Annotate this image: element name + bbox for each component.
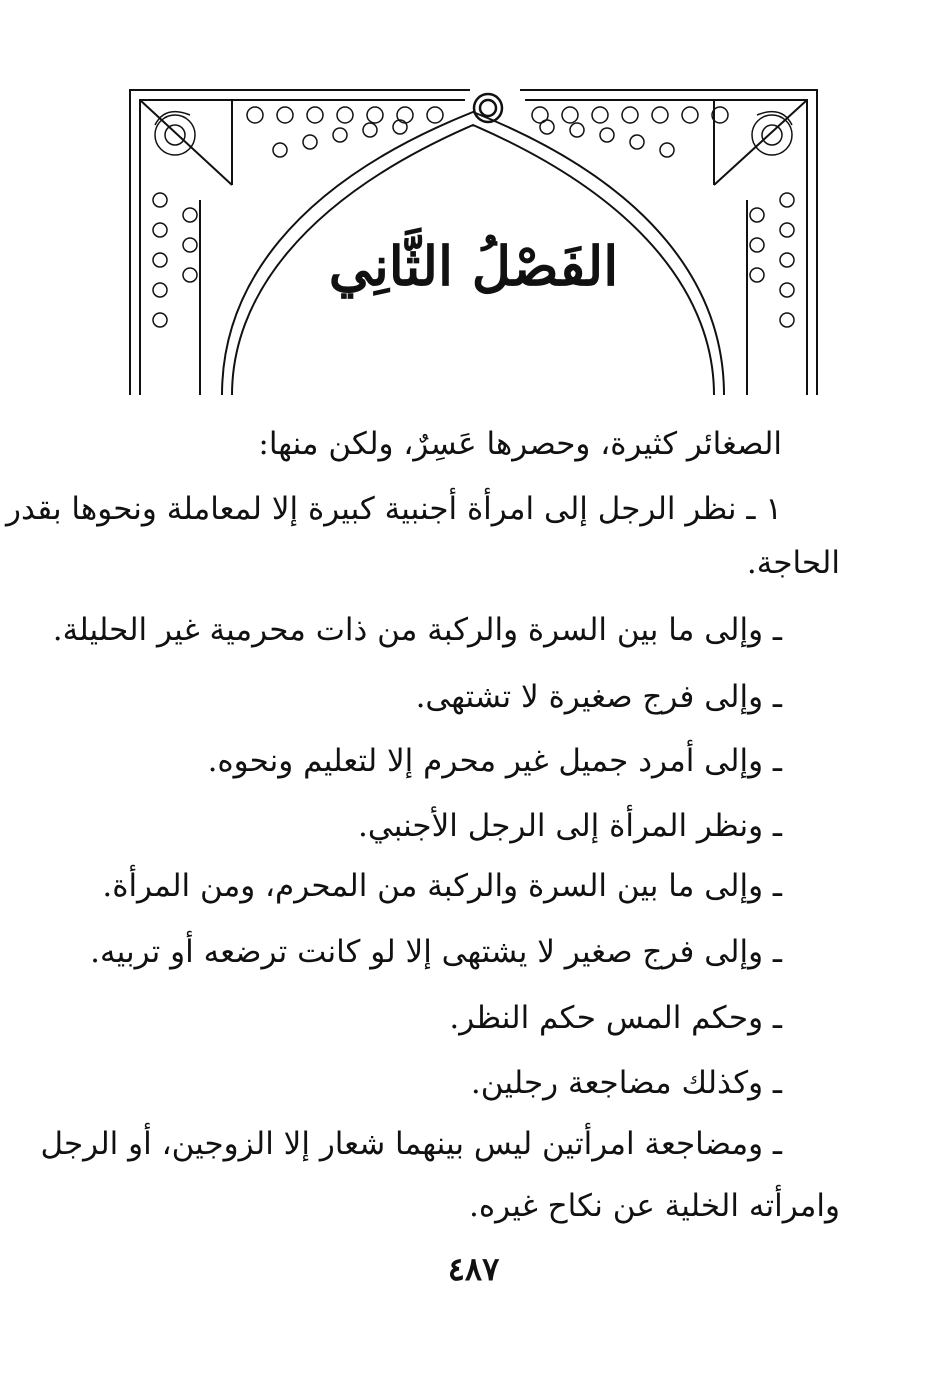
page-number: ٤٨٧ bbox=[447, 1250, 500, 1288]
bullet-4: ـ ونظر المرأة إلى الرجل الأجنبي. bbox=[358, 808, 782, 844]
bullet-8: ـ وكذلك مضاجعة رجلين. bbox=[470, 1065, 782, 1101]
bullet-7: ـ وحكم المس حكم النظر. bbox=[449, 1000, 782, 1036]
item1-line2: الحاجة. bbox=[746, 545, 840, 581]
last-item-line2: وامرأته الخلية عن نكاح غيره. bbox=[469, 1188, 840, 1224]
bullet-3: ـ وإلى أمرد جميل غير محرم إلا لتعليم ونحوه. bbox=[207, 743, 782, 779]
ornamental-arch-frame bbox=[0, 0, 947, 420]
bullet-6: ـ وإلى فرج صغير لا يشتهى إلا لو كانت ترضعه أو تربيه. bbox=[90, 934, 782, 970]
bullet-5: ـ وإلى ما بين السرة والركبة من المحرم، ومن المرأة. bbox=[102, 868, 782, 904]
last-item-line1: ـ ومضاجعة امرأتين ليس بينهما شعار إلا الزوجين، أو الرجل bbox=[40, 1126, 782, 1162]
bullet-2: ـ وإلى فرج صغيرة لا تشتهى. bbox=[415, 679, 782, 715]
chapter-title: الفَصْلُ الثَّانِي bbox=[328, 234, 619, 298]
item1-line1: ١ ـ نظر الرجل إلى امرأة أجنبية كبيرة إلا لمعاملة ونحوها بقدر bbox=[6, 491, 782, 527]
intro-line: الصغائر كثيرة، وحصرها عَسِرٌ، ولكن منها: bbox=[258, 426, 782, 462]
bullet-1: ـ وإلى ما بين السرة والركبة من ذات محرمية غير الحليلة. bbox=[52, 612, 782, 648]
